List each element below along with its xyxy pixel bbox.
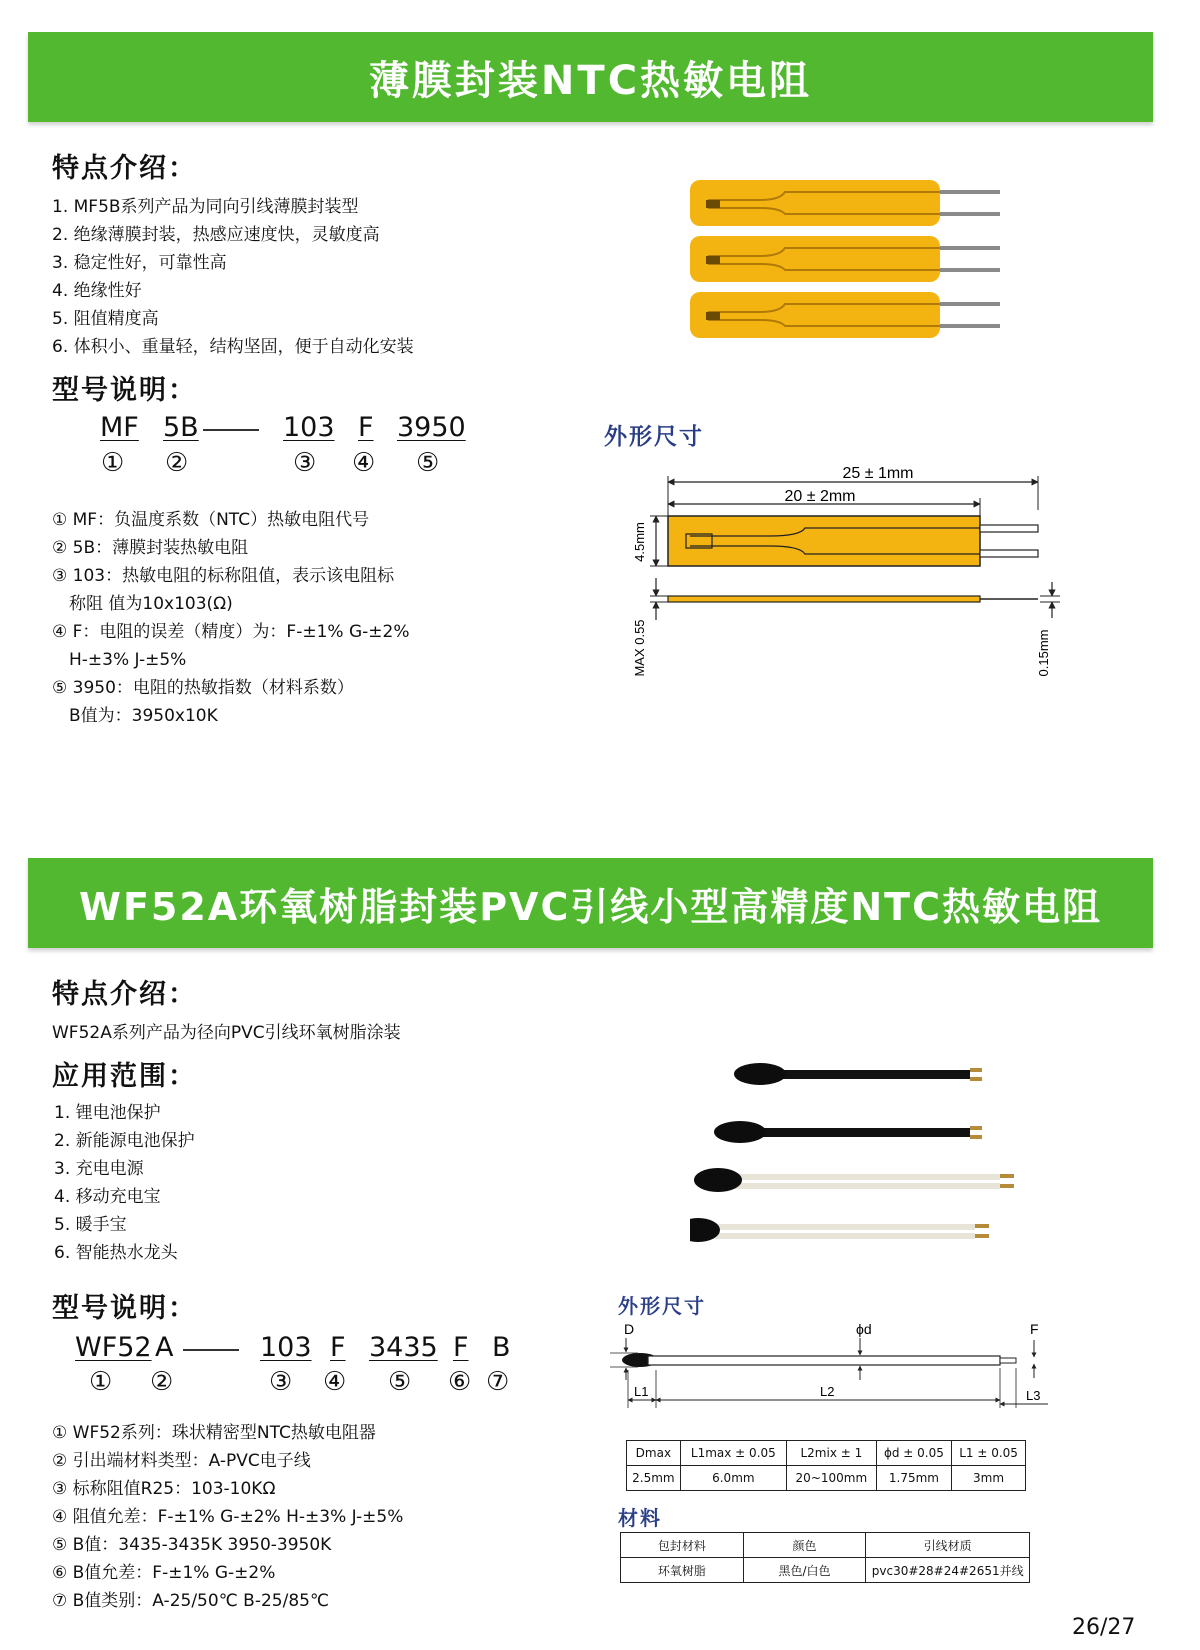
section2-application-heading: 应用范围： xyxy=(52,1061,197,1092)
section2-model-heading: 型号说明： xyxy=(52,1293,197,1324)
table-cell: 20~100mm xyxy=(786,1466,876,1491)
bead-spec-table xyxy=(626,1440,1026,1491)
section2-dimension-heading: 外形尺寸 xyxy=(618,1294,706,1318)
model-note: ③ 103：热敏电阻的标称阻值，表示该电阻标 xyxy=(52,566,395,586)
table-cell: 6.0mm xyxy=(680,1466,786,1491)
model-code-dash xyxy=(183,1349,239,1351)
black-lead-thermistor xyxy=(714,1121,982,1143)
section1-dimension-heading: 外形尺寸 xyxy=(604,424,704,450)
model-note: ① MF：负温度系数（NTC）热敏电阻代号 xyxy=(52,510,370,530)
model-code-dash xyxy=(203,429,259,431)
model-note: ② 5B：薄膜封装热敏电阻 xyxy=(52,538,249,558)
model-code-number: ② xyxy=(165,448,189,478)
model-code-segment: F xyxy=(330,1332,346,1363)
feature-item: 6. 体积小、重量轻，结构坚固，便于自动化安装 xyxy=(52,337,414,357)
feature-item: 1. MF5B系列产品为同向引线薄膜封装型 xyxy=(52,197,359,217)
table-header-cell: 引线材质 xyxy=(866,1533,1030,1558)
table-cell: 1.75mm xyxy=(876,1466,951,1491)
application-item: 1. 锂电池保护 xyxy=(54,1103,161,1123)
table-row xyxy=(627,1466,1026,1491)
lead-thickness-label: 0.15mm xyxy=(1036,629,1051,677)
application-item: 4. 移动充电宝 xyxy=(54,1187,161,1207)
film-ntc-product-photo xyxy=(690,168,1010,368)
table-header-cell: 颜色 xyxy=(743,1533,866,1558)
model-note: B值为：3950x10K xyxy=(52,706,218,726)
model-code-segment: B xyxy=(492,1332,511,1363)
feature-item: 2. 绝缘薄膜封装，热感应速度快，灵敏度高 xyxy=(52,225,380,245)
section1-title-banner xyxy=(28,32,1153,122)
model-note: ② 引出端材料类型：A-PVC电子线 xyxy=(52,1451,311,1471)
thickness-label: MAX 0.55 xyxy=(632,619,647,677)
model-code-segment: A xyxy=(155,1332,174,1363)
model-code-number: ⑤ xyxy=(416,448,440,478)
model-note: ③ 标称阻值R25：103-10KΩ xyxy=(52,1479,276,1499)
width-label: 4.5mm xyxy=(632,522,647,562)
l2-label: L2 xyxy=(820,1384,835,1399)
model-code-number: ④ xyxy=(352,448,376,478)
f-label: F xyxy=(1030,1321,1039,1337)
model-code-segment: 103 xyxy=(260,1332,312,1363)
section2-features-heading: 特点介绍： xyxy=(52,979,197,1010)
section2-title: WF52A环氧树脂封装PVC引线小型高精度NTC热敏电阻 xyxy=(79,884,1102,929)
film-sensor xyxy=(690,180,1000,226)
model-code-number: ⑤ xyxy=(388,1367,412,1397)
model-code-number: ① xyxy=(101,448,125,478)
section1-title: 薄膜封装NTC热敏电阻 xyxy=(368,57,813,104)
model-note: ④ 阻值允差：F-±1% G-±2% H-±3% J-±5% xyxy=(52,1507,404,1527)
model-code-number: ⑦ xyxy=(486,1367,510,1397)
model-code-segment: MF xyxy=(100,412,139,443)
l1-label: L1 xyxy=(634,1384,649,1399)
table-cell: 黑色/白色 xyxy=(743,1558,866,1583)
model-code-segment: F xyxy=(358,412,374,443)
model-note: ⑦ B值类别：A-25/50℃ B-25/85℃ xyxy=(52,1591,330,1611)
model-code-number: ④ xyxy=(323,1367,347,1397)
table-header-cell: Dmax xyxy=(627,1441,681,1466)
phid-label: ϕd xyxy=(856,1321,872,1337)
white-lead-thermistor xyxy=(690,1218,989,1242)
application-item: 6. 智能热水龙头 xyxy=(54,1243,178,1263)
feature-text: WF52A系列产品为径向PVC引线环氧树脂涂装 xyxy=(52,1023,401,1043)
total-length-label: 25 ± 1mm xyxy=(842,465,914,482)
table-header-cell: L1 ± 0.05 xyxy=(952,1441,1026,1466)
table-cell: pvc30#28#24#2651并线 xyxy=(866,1558,1030,1583)
d-label: D xyxy=(624,1321,635,1337)
feature-item: 4. 绝缘性好 xyxy=(52,281,142,301)
application-item: 5. 暖手宝 xyxy=(54,1215,127,1235)
section2-title-banner xyxy=(28,858,1153,948)
model-code-number: ⑥ xyxy=(448,1367,472,1397)
model-note: H-±3% J-±5% xyxy=(52,650,187,670)
model-code-number: ② xyxy=(150,1367,174,1397)
feature-item: 5. 阻值精度高 xyxy=(52,309,159,329)
model-note: ⑥ B值允差：F-±1% G-±2% xyxy=(52,1563,276,1583)
application-item: 3. 充电电源 xyxy=(54,1159,144,1179)
feature-item: 3. 稳定性好，可靠性高 xyxy=(52,253,227,273)
model-note: 称阻 值为10x103(Ω) xyxy=(52,594,233,614)
table-header-cell: L1max ± 0.05 xyxy=(680,1441,786,1466)
table-cell: 3mm xyxy=(952,1466,1026,1491)
application-item: 2. 新能源电池保护 xyxy=(54,1131,195,1151)
table-row xyxy=(621,1533,1030,1558)
model-note: ① WF52系列：珠状精密型NTC热敏电阻器 xyxy=(52,1423,376,1443)
model-code-segment: 5B xyxy=(163,412,199,443)
page-number: 26/27 xyxy=(1072,1615,1136,1640)
model-code-segment: 3950 xyxy=(397,412,466,443)
table-header-cell: ϕd ± 0.05 xyxy=(876,1441,951,1466)
table-cell: 环氧树脂 xyxy=(621,1558,744,1583)
model-code-segment: WF52 xyxy=(75,1332,152,1363)
film-ntc-dimension-drawing xyxy=(620,458,1070,688)
section1-features-heading: 特点介绍： xyxy=(52,153,197,184)
black-lead-thermistor xyxy=(734,1063,982,1085)
epoxy-ntc-product-photo xyxy=(690,1052,1030,1252)
bead-ntc-dimension-drawing xyxy=(598,1318,1068,1418)
section1-model-heading: 型号说明： xyxy=(52,375,197,406)
model-code-segment: 3435 xyxy=(369,1332,438,1363)
model-code-number: ③ xyxy=(269,1367,293,1397)
model-code-segment: 103 xyxy=(283,412,335,443)
model-code-number: ① xyxy=(89,1367,113,1397)
film-sensor xyxy=(690,292,1000,338)
material-table xyxy=(620,1532,1030,1583)
model-code-segment: F xyxy=(453,1332,469,1363)
material-heading: 材料 xyxy=(618,1506,662,1530)
table-header-cell: 包封材料 xyxy=(621,1533,744,1558)
film-sensor xyxy=(690,236,1000,282)
model-note: ④ F：电阻的误差（精度）为：F-±1% G-±2% xyxy=(52,622,410,642)
table-cell: 2.5mm xyxy=(627,1466,681,1491)
l3-label: L3 xyxy=(1026,1388,1041,1403)
model-code-number: ③ xyxy=(293,448,317,478)
model-note: ⑤ 3950：电阻的热敏指数（材料系数） xyxy=(52,678,354,698)
model-note: ⑤ B值：3435-3435K 3950-3950K xyxy=(52,1535,332,1555)
body-length-label: 20 ± 2mm xyxy=(784,488,856,505)
table-header-cell: L2mix ± 1 xyxy=(786,1441,876,1466)
table-row xyxy=(627,1441,1026,1466)
table-row xyxy=(621,1558,1030,1583)
white-lead-thermistor xyxy=(694,1168,1014,1192)
